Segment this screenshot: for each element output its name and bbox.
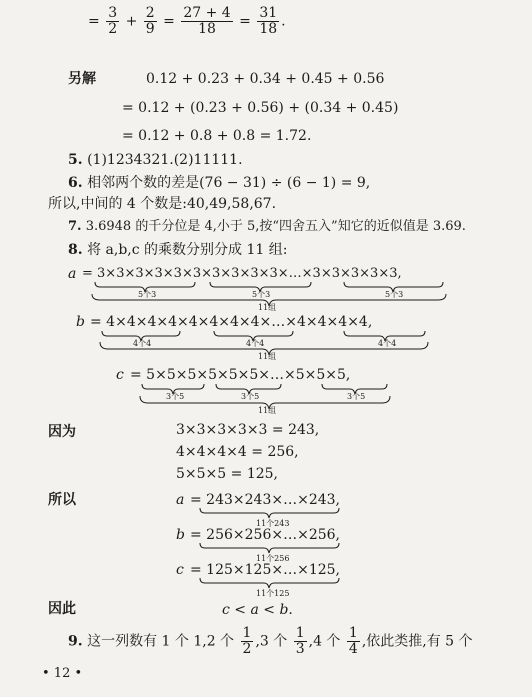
answer-text: 将 a,b,c 的乘数分别分成 11 组: [87,242,288,258]
c-group-count-label: 11组 [258,406,277,415]
var-a-label: a [68,266,77,282]
answer-text: 相邻两个数的差是(76 − 31) ÷ (6 − 1) = 9, [87,175,371,191]
b-group-count-label: 11组 [258,352,277,361]
denominator: 9 [145,21,155,37]
b-brace-3 [344,331,425,341]
c-brace-big [140,396,390,409]
a-group-count-label: 11组 [258,303,277,312]
b-brace-1 [102,331,180,341]
a-brace-1 [95,282,195,292]
denominator: 3 [295,641,305,657]
question-number: 8. [68,242,83,258]
fraction-1-4 [347,626,360,657]
b-subgroup-label-1: 4个4 [133,339,152,348]
answer-text: (1)1234321.(2)11111. [87,152,243,168]
plus-sign: + [125,13,138,30]
question-number: 7. [68,219,82,234]
c-subgroup-label-2: 3个5 [241,392,260,401]
period: . [281,13,286,30]
page-number: • 12 • [42,666,83,681]
c-brace-2 [216,384,281,394]
result-125: 5×5×5 = 125, [176,466,278,482]
answer-text: ,4 个 [308,633,341,650]
so-c-count: 11个125 [256,589,290,598]
var-b-label: b [76,314,85,330]
b-brace-big [100,342,428,355]
equals-sign: = [163,13,175,30]
sb-brace [200,543,339,553]
denominator: 4 [348,641,358,657]
b-brace-2 [214,331,293,341]
denominator: 2 [108,21,118,37]
so-label: 所以 [48,492,76,508]
answer-6-continued: 所以,中间的 4 个数是:40,49,58,67. [48,196,277,212]
result-243: 3×3×3×3×3 = 243, [176,422,320,438]
so-var-b: b [176,527,185,543]
b-subgroup-label-3: 4个4 [378,339,397,348]
denominator: 2 [242,641,252,657]
equals-sign: = [88,13,100,30]
denominator: 18 [198,21,216,37]
a-brace-2 [210,282,311,292]
sc-brace [200,578,339,588]
b-product-expression: = 4×4×4×4×4×4×4×4×…×4×4×4×4, [90,314,373,330]
answer-text: ,依此类推,有 5 个 [361,633,473,650]
answer-9 [68,626,473,657]
c-brace-1 [142,384,204,394]
result-256: 4×4×4×4 = 256, [176,444,299,460]
answer-text: ,3 个 [255,633,288,650]
so-var-a: a [176,492,185,508]
var-c-label: c [116,367,124,383]
alt-line-2: = 0.12 + (0.23 + 0.56) + (0.34 + 0.45) [122,100,399,116]
numerator: 2 [145,5,155,21]
c-subgroup-label-3: 3个5 [347,392,366,401]
a-subgroup-label-1: 5个3 [138,290,157,299]
c-subgroup-label-1: 3个5 [166,392,185,401]
numerator: 1 [348,625,358,641]
question-number: 5. [68,152,83,168]
alt-line-3: = 0.12 + 0.8 + 0.8 = 1.72. [122,128,312,144]
c-brace-3 [322,384,387,394]
question-number: 6. [68,175,83,191]
alt-line-1: 0.12 + 0.23 + 0.34 + 0.45 + 0.56 [146,71,385,87]
a-product-expression: = 3×3×3×3×3×3×3×3×3×3×…×3×3×3×3×3, [82,266,402,281]
answer-text: 这一列数有 1 个 1,2 个 [87,633,235,650]
a-brace-big [92,294,446,306]
numerator: 1 [295,625,305,641]
a-subgroup-label-3: 5个3 [385,290,404,299]
fraction-1-2 [241,626,254,657]
so-b-expression: = 256×256×…×256, [190,527,340,543]
equals-sign: = [239,13,251,30]
alt-solution-label: 另解 [68,71,96,87]
so-b-count: 11个256 [256,554,290,563]
sa-brace [200,508,339,518]
final-inequality: c < a < b. [222,602,293,618]
fraction-1-3 [294,626,307,657]
so-c-expression: = 125×125×…×125, [190,562,340,578]
b-subgroup-label-2: 4个4 [246,339,265,348]
numerator: 3 [108,5,118,21]
so-var-c: c [176,562,184,578]
numerator: 1 [242,625,252,641]
because-label: 因为 [48,424,76,440]
a-brace-3 [344,282,443,292]
a-subgroup-label-2: 5个3 [252,290,271,299]
question-number: 9. [68,633,83,650]
hence-label: 因此 [48,601,76,617]
so-a-count: 11个243 [256,519,290,528]
c-product-expression: = 5×5×5×5×5×5×…×5×5×5, [130,367,351,383]
denominator: 18 [259,21,278,37]
so-a-expression: = 243×243×…×243, [190,492,340,508]
numerator: 31 [259,5,278,21]
answer-text: 3.6948 的千分位是 4,小于 5,按“四舍五入”知它的近似值是 3.69. [85,219,466,234]
numerator: 27 + 4 [183,5,231,21]
